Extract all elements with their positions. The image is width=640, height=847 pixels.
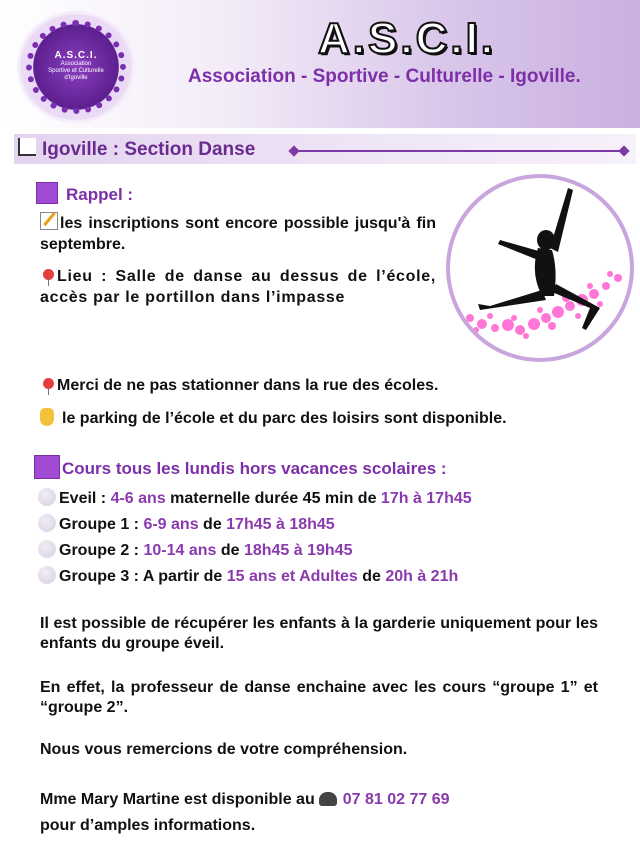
group-detail: de	[198, 516, 227, 533]
group-time: 20h à 21h	[385, 568, 459, 585]
dancer-illustration	[446, 174, 634, 362]
group-time: 17h45 à 18h45	[226, 516, 335, 533]
logo-text	[20, 50, 132, 82]
contact-phone[interactable]: 07 81 02 77 69	[342, 791, 450, 808]
parking-text: le parking de l’école et du parc des loisirs sont disponible.	[62, 410, 507, 427]
circle-bullet-icon	[38, 514, 56, 532]
inscriptions-paragraph	[40, 212, 436, 255]
remerciement-paragraph: Nous vous remercions de votre compréhension.	[40, 741, 408, 758]
section-divider	[294, 150, 624, 152]
group-name: Groupe 3 : A partir de	[59, 568, 227, 585]
phone-icon	[319, 792, 337, 806]
circle-bullet-icon	[38, 566, 56, 584]
circle-bullet-icon	[38, 488, 56, 506]
purple-square-icon	[34, 455, 60, 479]
logo-line3: Sportive et Culturelle	[48, 68, 104, 74]
lieu-paragraph	[40, 266, 436, 308]
logo-line4: d'Igoville	[64, 75, 88, 81]
pin-icon	[43, 378, 54, 389]
logo-line1: A.S.C.I.	[54, 50, 98, 61]
rappel-title: Rappel :	[66, 185, 134, 204]
stationner-notice	[40, 376, 438, 396]
group-1	[38, 514, 335, 534]
parking-notice	[40, 408, 507, 429]
group-detail: de	[357, 568, 386, 585]
group-name: Eveil :	[59, 490, 111, 507]
checkbox-icon	[18, 138, 36, 156]
group-age: 15 ans et Adultes	[226, 568, 358, 585]
logo-line2: Association	[60, 61, 92, 67]
section-title: Igoville : Section Danse	[42, 139, 256, 160]
lieu-text: Lieu : Salle de danse au dessus de l’école, accès par le portillon dans l’impasse	[40, 268, 436, 306]
group-2	[38, 540, 352, 560]
contact-line	[40, 790, 450, 810]
group-name: Groupe 2 :	[59, 542, 144, 559]
cours-heading	[34, 455, 447, 479]
asci-logo	[20, 14, 132, 120]
hand-icon	[40, 408, 54, 426]
group-detail: maternelle durée 45 min de	[165, 490, 381, 507]
garderie-paragraph: Il est possible de récupérer les enfants à la garderie uniquement pour les enfants du groupe éveil.	[40, 615, 598, 652]
group-name: Groupe 1 :	[59, 516, 144, 533]
group-detail: de	[216, 542, 244, 559]
cours-title: Cours tous les lundis hors vacances scolaires :	[62, 459, 447, 478]
pin-icon	[43, 269, 54, 280]
rappel-heading	[36, 182, 133, 205]
page-title: A.S.C.I.	[318, 14, 497, 63]
group-eveil	[38, 488, 472, 508]
circle-bullet-icon	[38, 540, 56, 558]
group-age: 4-6 ans	[110, 490, 166, 507]
page-subtitle: Association - Sportive - Culturelle - Igoville.	[188, 66, 581, 87]
dancer-icon	[450, 178, 630, 358]
inscriptions-text: les inscriptions sont encore possible jusqu'à fin septembre.	[40, 215, 436, 253]
stationner-text: Merci de ne pas stationner dans la rue des écoles.	[57, 377, 439, 394]
group-time: 18h45 à 19h45	[243, 542, 353, 559]
contact-suffix: pour d’amples informations.	[40, 817, 256, 834]
professeur-paragraph: En effet, la professeur de danse enchaine avec les cours “groupe 1” et “groupe 2”.	[40, 679, 598, 716]
purple-square-icon	[36, 182, 58, 204]
group-3	[38, 566, 458, 586]
group-time: 17h à 17h45	[380, 490, 472, 507]
memo-icon	[40, 212, 58, 230]
group-age: 6-9 ans	[143, 516, 199, 533]
group-age: 10-14 ans	[143, 542, 217, 559]
contact-text: Mme Mary Martine est disponible au	[40, 791, 315, 808]
